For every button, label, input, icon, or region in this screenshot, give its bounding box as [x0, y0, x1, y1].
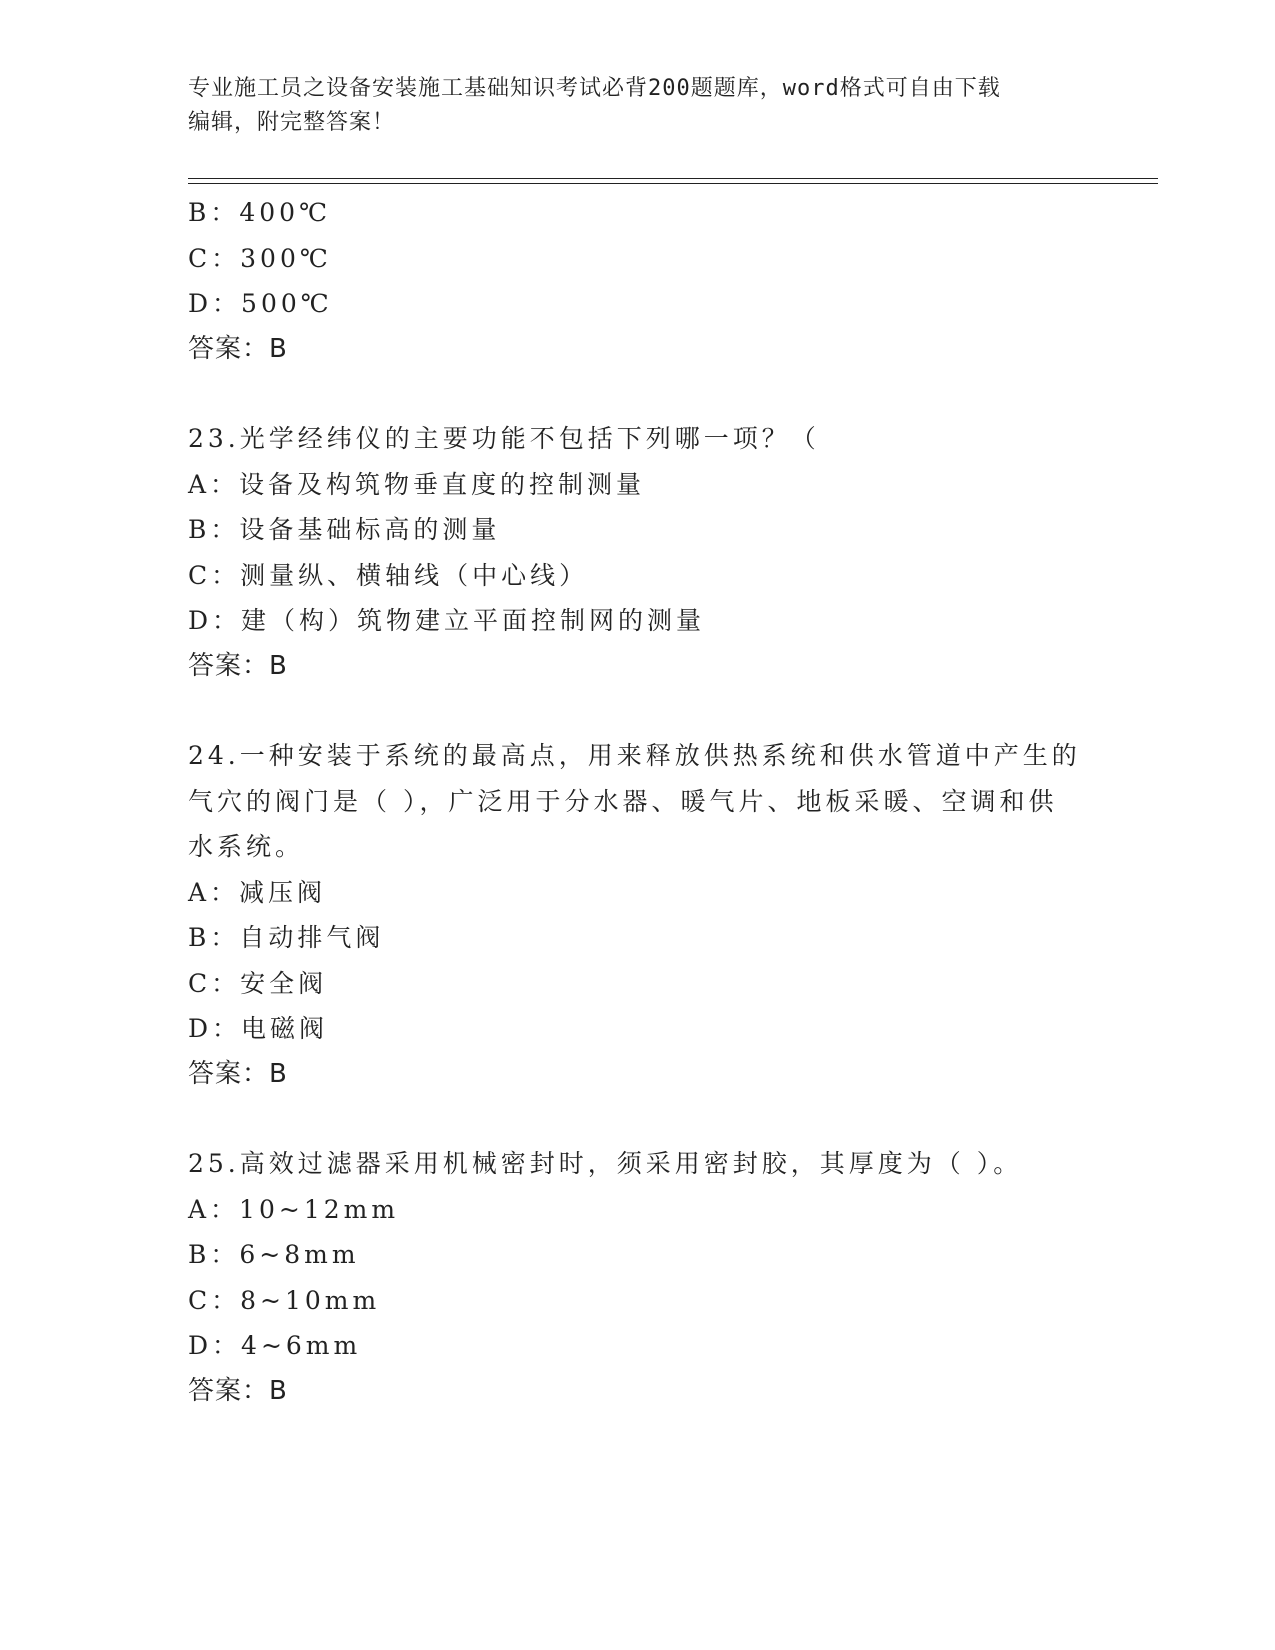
option-b: B：设备基础标高的测量 [188, 515, 501, 544]
option-b: B：自动排气阀 [188, 923, 385, 952]
question-text-line-3: 水系统。 [188, 832, 305, 861]
option-d: D：4~6mm [188, 1331, 362, 1360]
option-c: C：300℃ [188, 243, 332, 273]
option-b: B：6~8mm [188, 1240, 360, 1269]
question-24 [188, 733, 1088, 1097]
option-b: B：400℃ [188, 198, 332, 227]
option-a: A：减压阀 [188, 877, 327, 907]
question-22-fragment [188, 190, 1088, 372]
option-c: C：8~10mm [188, 1285, 381, 1315]
header-divider-bottom [188, 183, 1158, 184]
answer: 答案：B [188, 333, 288, 364]
answer: 答案：B [188, 1375, 288, 1406]
question-text: 23.光学经纬仪的主要功能不包括下列哪一项？（ [188, 424, 820, 453]
answer: 答案：B [188, 1058, 288, 1089]
question-25 [188, 1141, 1088, 1414]
option-d: D：建（构）筑物建立平面控制网的测量 [188, 606, 706, 635]
question-text-line-2: 气穴的阀门是（ ），广泛用于分水器、暖气片、地板采暖、空调和供 [188, 786, 1058, 816]
option-c: C：安全阀 [188, 968, 328, 998]
option-d: D：500℃ [188, 289, 333, 318]
answer: 答案：B [188, 650, 288, 681]
document-body [188, 190, 1088, 1414]
option-c: C：测量纵、横轴线（中心线） [188, 560, 589, 590]
question-text-line-1: 24.一种安装于系统的最高点，用来释放供热系统和供水管道中产生的 [188, 741, 1081, 770]
question-text: 25.高效过滤器采用机械密封时，须采用密封胶，其厚度为（ ）。 [188, 1149, 1023, 1178]
option-a: A：设备及构筑物垂直度的控制测量 [188, 469, 646, 499]
option-d: D：电磁阀 [188, 1014, 329, 1043]
option-a: A：10~12mm [188, 1194, 400, 1224]
header-divider-top [188, 178, 1158, 179]
header-line-2: 编辑，附完整答案！ [188, 110, 396, 135]
document-header [188, 72, 1088, 140]
header-line-1: 专业施工员之设备安装施工基础知识考试必背200题题库，word格式可自由下载 [188, 76, 1001, 101]
question-23 [188, 416, 1088, 689]
